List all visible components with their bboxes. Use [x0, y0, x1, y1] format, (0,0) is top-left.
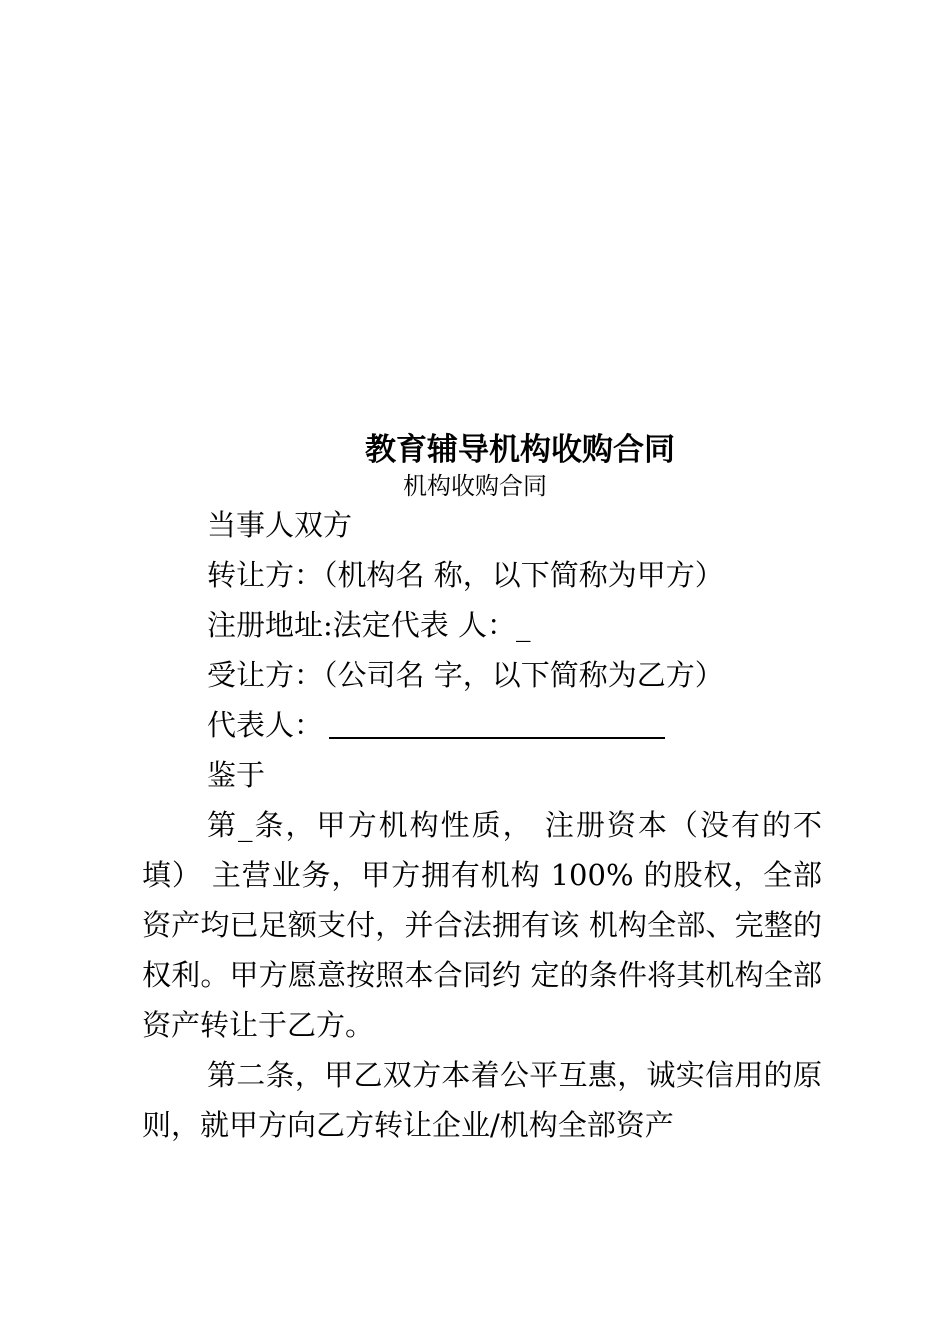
address-line: 注册地址:法定代表 人：_ [207, 608, 531, 642]
representative-label: 代表人： [207, 708, 324, 742]
representative-blank [329, 709, 665, 739]
transferee-line: 受让方：（公司名 字，以下简称为乙方） [207, 658, 724, 692]
document-title: 教育辅导机构收购合同 [365, 432, 675, 468]
representative-line [142, 700, 822, 750]
article-paragraph-1: 第_条，甲方机构性质， 注册资本（没有的不填） 主营业务，甲方拥有机构 100% 的股权，全部资产均已足额支付，并合法拥有该 机构全部、完整的权利。甲方愿意按照本合同约 定的条件将其机构全部资产转让于乙方。 [142, 808, 822, 1042]
article-paragraph-2: 第二条，甲乙双方本着公平互惠，诚实信用的原则，就甲方向乙方转让企业/机构全部资产 [142, 1058, 822, 1142]
whereas-line: 鉴于 [207, 758, 266, 792]
parties-line: 当事人双方 [207, 508, 353, 542]
document-subtitle: 机构收购合同 [403, 472, 547, 500]
transferor-line: 转让方：（机构名 称，以下简称为甲方） [207, 558, 724, 592]
document-body [142, 500, 822, 1150]
